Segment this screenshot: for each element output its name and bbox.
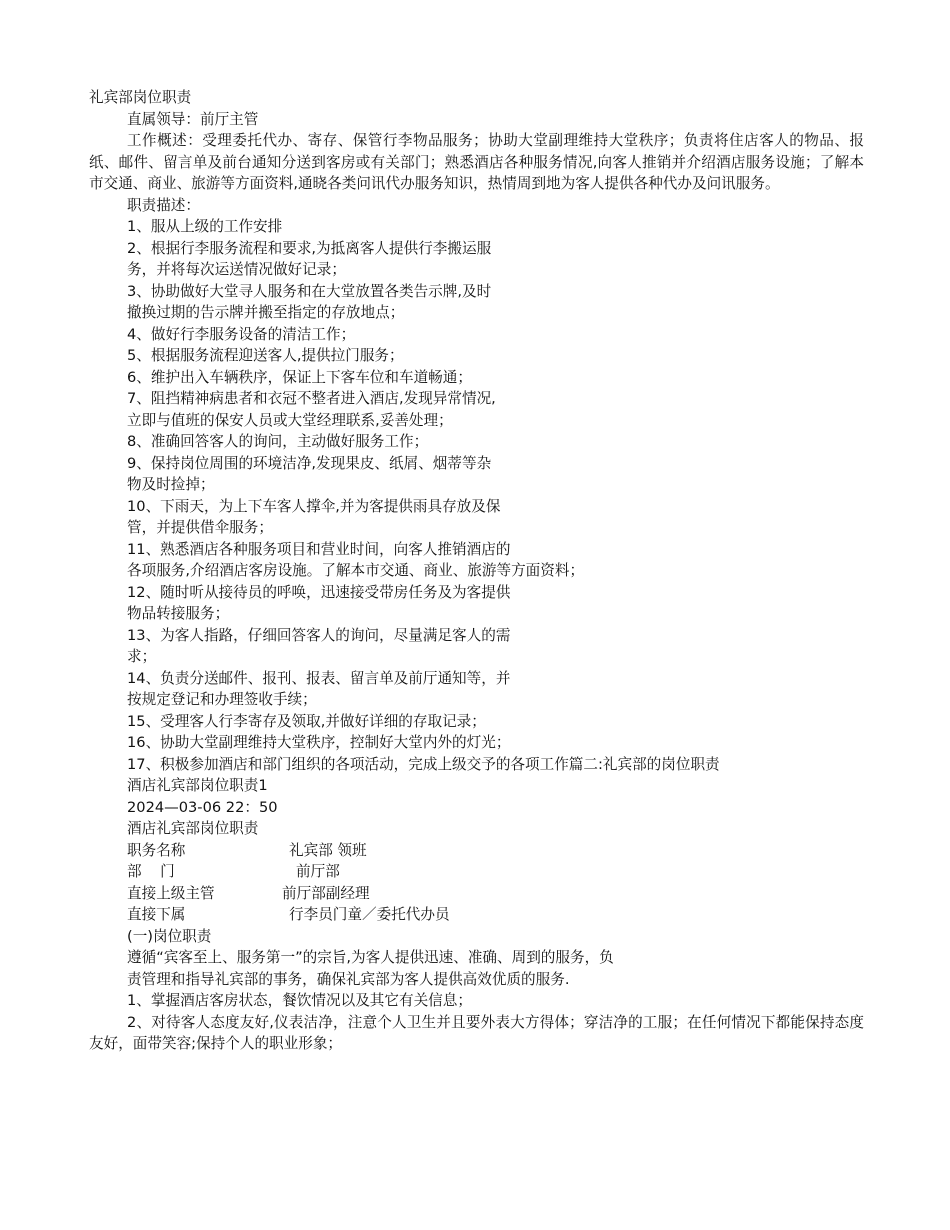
duty-line: 1、服从上级的工作安排 xyxy=(127,218,283,235)
duty-line: 2、根据行李服务流程和要求,为抵离客人提供行李搬运服 xyxy=(127,239,492,257)
duty-line: 16、协助大堂副理维持大堂秩序，控制好大堂内外的灯光； xyxy=(127,734,511,751)
info-row xyxy=(89,861,864,883)
document-page xyxy=(89,87,864,1055)
section-a-heading: (一)岗位职责 xyxy=(127,927,212,945)
supervisor-line: 直属领导：前厅主管 xyxy=(127,110,259,128)
info-value: 前厅部 xyxy=(296,863,340,880)
principle-line: 责管理和指导礼宾部的事务，确保礼宾部为客人提供高效优质的服务. xyxy=(127,970,570,988)
duty-line: 8、准确回答客人的询问，主动做好服务工作； xyxy=(127,433,429,450)
duty-line: 管，并提供借伞服务； xyxy=(127,519,273,536)
info-row xyxy=(89,840,864,862)
duty-line: 按规定登记和办理签收手续； xyxy=(127,691,317,708)
info-value: 前厅部副经理 xyxy=(282,884,370,902)
info-label: 职务名称 xyxy=(127,841,186,859)
info-label: 部 门 xyxy=(127,863,175,880)
duty-line: 6、维护出入车辆秩序，保证上下客车位和车道畅通； xyxy=(127,368,472,386)
info-value: 行李员门童／委托代办员 xyxy=(289,906,450,923)
overview-paragraph: 工作概述：受理委托代办、寄存、保管行李物品服务；协助大堂副理维持大堂秩序；负责将住店客人的物品、报纸、邮件、留言单及前台通知分送到客房或有关部门；熟悉酒店各种服务情况,向客人推销并介绍酒店服务设施；了解本市交通、商业、旅游等方面资料,通晓各类问讯代办服务知识，热情周到地为客人提供各种代办及问讯服务。 xyxy=(89,132,864,192)
duty-line: 7、阻挡精神病患者和衣冠不整者进入酒店,发现异常情况, xyxy=(127,390,496,407)
duty-line: 9、保持岗位周围的环境洁净,发现果皮、纸屑、烟蒂等杂 xyxy=(127,454,492,472)
principle-line: 遵循“宾客至上、服务第一”的宗旨,为客人提供迅速、准确、周到的服务，负 xyxy=(127,949,614,966)
timestamp: 2024—03-06 22：50 xyxy=(127,798,278,816)
document-title: 礼宾部岗位职责 xyxy=(89,89,192,106)
duty-line: 14、负责分送邮件、报刊、报表、留言单及前厅通知等，并 xyxy=(127,669,511,687)
duty-line: 4、做好行李服务设备的清洁工作； xyxy=(127,325,356,343)
duty-line: 求； xyxy=(127,648,157,665)
section2-subtitle: 酒店礼宾部岗位职责 xyxy=(127,820,259,837)
duty-line: 13、为客人指路，仔细回答客人的询问，尽量满足客人的需 xyxy=(127,626,511,644)
info-table xyxy=(89,840,864,926)
duty-list xyxy=(89,216,864,775)
duty-line: 17、积极参加酒店和部门组织的各项活动，完成上级交予的各项工作篇二:礼宾部的岗位职责 xyxy=(127,755,720,773)
duty-line: 物品转接服务； xyxy=(127,605,230,622)
duty-line: 10、下雨天，为上下车客人撑伞,并为客提供雨具存放及保 xyxy=(127,497,501,515)
duty-line: 3、协助做好大堂寻人服务和在大堂放置各类告示牌,及时 xyxy=(127,282,492,300)
duty-line: 物及时捡掉； xyxy=(127,476,215,493)
duty-line: 立即与值班的保安人员或大堂经理联系,妥善处理； xyxy=(127,411,453,429)
info-value: 礼宾部 领班 xyxy=(289,841,367,859)
duty-line: 各项服务,介绍酒店客房设施。了解本市交通、商业、旅游等方面资料； xyxy=(127,562,585,579)
duty-line: 撤换过期的告示牌并搬至指定的存放地点； xyxy=(127,304,405,321)
duty-line: 15、受理客人行李寄存及领取,并做好详细的存取记录； xyxy=(127,712,486,730)
duty-line: 务，并将每次运送情况做好记录； xyxy=(127,261,346,278)
duty-line: 12、随时听从接待员的呼唤，迅速接受带房任务及为客提供 xyxy=(127,583,511,601)
info-row xyxy=(89,883,864,905)
responsibility-item-1: 1、掌握酒店客房状态，餐饮情况以及其它有关信息； xyxy=(127,992,472,1009)
duty-line: 11、熟悉酒店各种服务项目和营业时间，向客人推销酒店的 xyxy=(127,540,511,558)
duty-line: 5、根据服务流程迎送客人,提供拉门服务； xyxy=(127,347,404,364)
info-label: 直接下属 xyxy=(127,906,186,923)
responsibility-item-2: 2、对待客人态度友好,仪表洁净，注意个人卫生并且要外表大方得体；穿洁净的工服；在任何情况下都能保持态度友好，面带笑容;保持个人的职业形象； xyxy=(89,1013,864,1052)
section2-title: 酒店礼宾部岗位职责1 xyxy=(127,777,268,794)
info-row xyxy=(89,904,864,926)
info-label: 直接上级主管 xyxy=(127,884,215,902)
duties-heading: 职责描述： xyxy=(127,196,200,214)
